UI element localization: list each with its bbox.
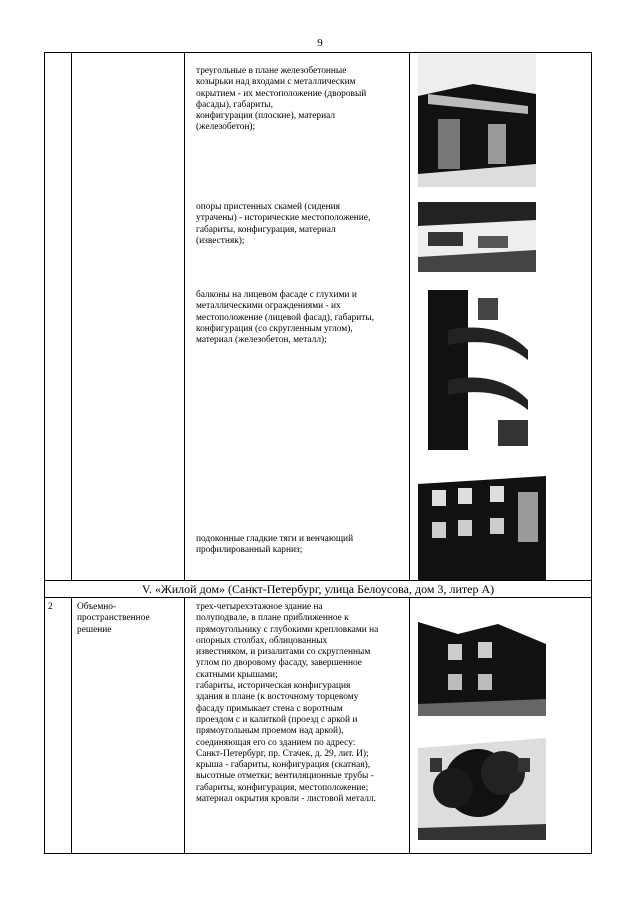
section-title: V. «Жилой дом» (Санкт-Петербург, улица Белоусова, дом 3, литер А) bbox=[141, 582, 495, 596]
column-divider-1-lower bbox=[71, 597, 72, 853]
house-corner-photo bbox=[418, 604, 546, 716]
table-bottom-border bbox=[44, 853, 592, 854]
cornice-text: подоконные гладкие тяги и венчающий профилированный карниз; bbox=[196, 534, 354, 556]
house-tree-photo bbox=[418, 728, 546, 840]
column-divider-2-lower bbox=[184, 597, 185, 853]
table-left-border bbox=[44, 52, 45, 854]
column-divider-3-lower bbox=[409, 597, 410, 853]
page-number: 9 bbox=[317, 37, 323, 49]
column-divider-3-upper bbox=[409, 52, 410, 580]
building-entrance-photo bbox=[418, 54, 536, 187]
row-label: Объемно- пространственное решение bbox=[77, 602, 150, 635]
balconies-photo bbox=[428, 290, 536, 450]
facade-cornice-photo bbox=[418, 462, 546, 580]
bench-supports-photo bbox=[418, 202, 536, 272]
section-top-border bbox=[44, 580, 592, 581]
column-divider-1-upper bbox=[71, 52, 72, 580]
row-number: 2 bbox=[48, 602, 53, 612]
table-top-border bbox=[44, 52, 592, 53]
entrance-canopy-text: треугольные в плане железобетонные козырьки над входами с металлическим окрытием - их местоположение (дворовый фасады), габариты, конфигурация (плоские), материал (железобетон); bbox=[196, 66, 367, 133]
spatial-solution-text: трех-четырехэтажное здание на полуподвале, в плане приближенное к прямоугольнику с глубокими крепловками на опорных столбах, облицованных известняком, и ризалитами со скругленным углом по дворовому фасаду, завершенное скатными крышами; габариты, историческая конфигурация здания в плане (к восточному торцевому фасаду примыкает стена с воротным проездом с и калиткой (проезд с аркой и прямоугольным проемом над аркой), соединяющая его со зданием по адресу: Санкт-Петербург, пр. Стачек, д. 29, лит. И); крыша - габариты, конфигурация (скатная), высотные отметки; вентиляционные трубы - габариты, конфигурация, местоположение; материал окрытия кровли - листовой металл. bbox=[196, 602, 379, 805]
balconies-text: балконы на лицевом фасаде с глухими и металлическими ограждениями - их местоположение (лицевой фасад), габариты, конфигурация (со скругленным углом), материал (железобетон, металл); bbox=[196, 290, 374, 346]
bench-supports-text: опоры пристенных скамей (сидения утрачены) - исторические местоположение, габариты, конфигурация, материал (известняк); bbox=[196, 202, 371, 246]
table-right-border bbox=[591, 52, 592, 854]
column-divider-2-upper bbox=[184, 52, 185, 580]
section-bottom-border bbox=[44, 597, 592, 598]
monument-table bbox=[44, 52, 592, 854]
